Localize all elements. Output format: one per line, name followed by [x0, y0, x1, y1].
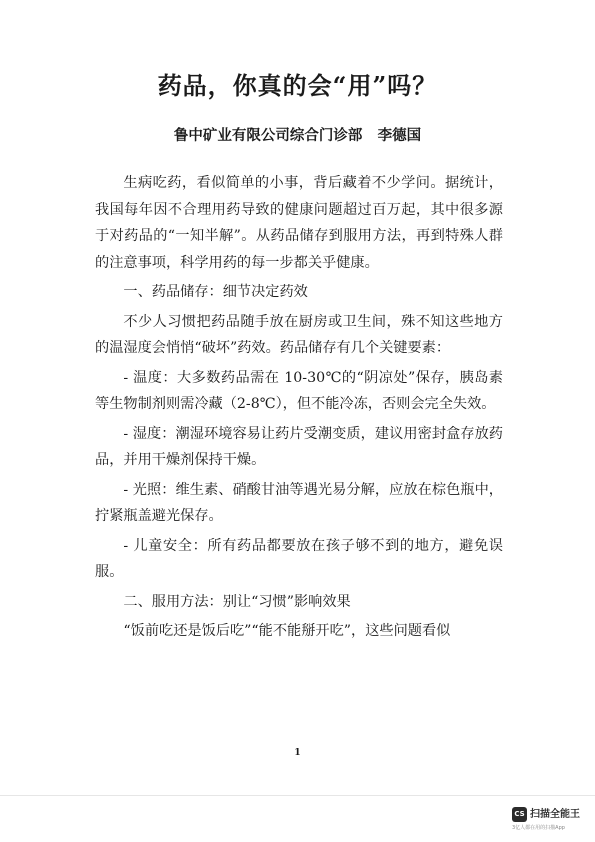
watermark-tagline: 3亿人都在用的扫描App — [512, 825, 565, 831]
paragraph-usage-intro: “饭前吃还是饭后吃”“能不能掰开吃”，这些问题看似 — [123, 623, 451, 639]
footer-divider — [0, 795, 595, 796]
document-body — [95, 170, 503, 645]
author-byline: 鲁中矿业有限公司综合门诊部 李德国 — [173, 127, 422, 144]
page-number: 1 — [294, 748, 301, 758]
list-item-child-safety: - 儿童安全：所有药品都要放在孩子够不到的地方，避免误服。 — [95, 537, 503, 580]
section-heading-storage: 一、药品储存：细节决定药效 — [123, 284, 308, 300]
watermark-app-name: 扫描全能王 — [530, 809, 580, 820]
camscanner-logo-icon: CS — [512, 807, 527, 822]
document-title: 药品，你真的会“用”吗？ — [157, 71, 438, 100]
paragraph-intro: 生病吃药，看似简单的小事，背后藏着不少学问。据统计，我国每年因不合理用药导致的健康问题超过百万起，其中很多源于对药品的“一知半解”。从药品储存到服用方法，再到特殊人群的注意事项，科学用药的每一步都关乎健康。 — [95, 175, 503, 271]
list-item-light: - 光照：维生素、硝酸甘油等遇光易分解，应放在棕色瓶中，拧紧瓶盖避光保存。 — [95, 481, 503, 524]
paragraph-storage-intro: 不少人习惯把药品随手放在厨房或卫生间，殊不知这些地方的温湿度会悄悄“破坏”药效。药品储存有几个关键要素： — [95, 313, 503, 356]
list-item-temperature: - 温度：大多数药品需在 10-30℃的“阴凉处”保存，胰岛素等生物制剂则需冷藏（2-8℃），但不能冷冻，否则会完全失效。 — [95, 369, 503, 412]
scanner-watermark — [512, 806, 592, 836]
list-item-humidity: - 湿度：潮湿环境容易让药片受潮变质，建议用密封盒存放药品，并用干燥剂保持干燥。 — [95, 425, 503, 468]
section-heading-usage: 二、服用方法：别让“习惯”影响效果 — [123, 593, 351, 610]
